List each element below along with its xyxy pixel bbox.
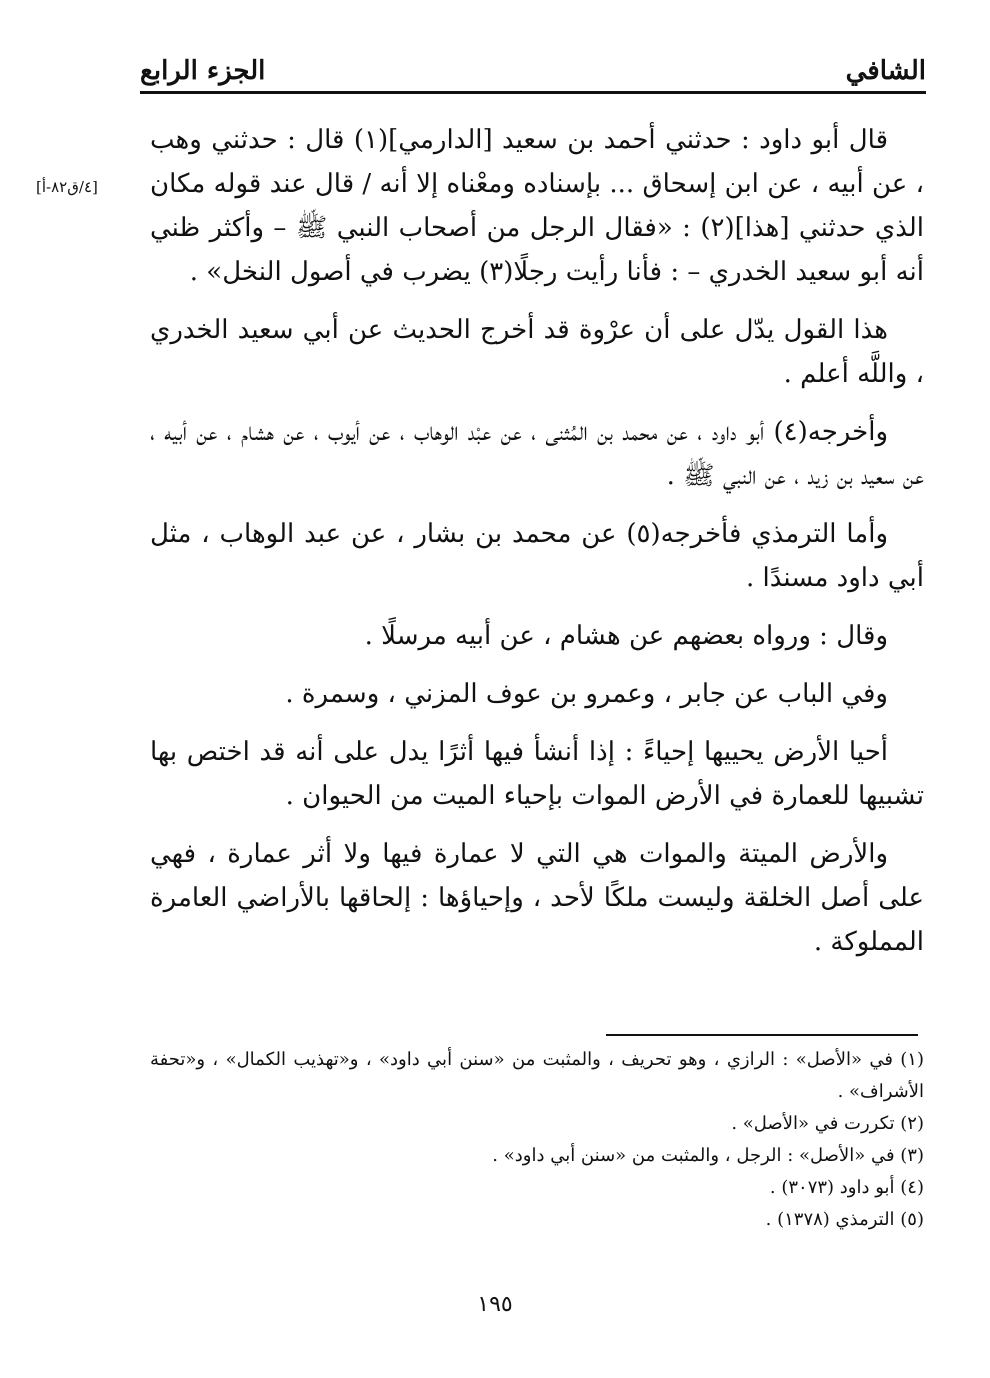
paragraph: وأخرجه(٤) أبو داود ، عن محمد بن المُثنى ، عن عبْد الوهاب ، عن أيوب ، عن هشام ، عن أبيه ، عن سعيد بن زيد ، عن النبي ﷺ . (150, 417, 924, 491)
paragraph: وأما الترمذي فأخرجه(٥) عن محمد بن بشار ، عن عبد الوهاب ، مثل أبي داود مسندًا . (150, 519, 924, 593)
paragraph: قال أبو داود : حدثني أحمد بن سعيد [الدارمي](١) قال : حدثني وهب ، عن أبيه ، عن ابن إسحاق ... بإسناده ومعْناه إلا أنه / قال عند قوله مكان الذي حدثني [هذا](٢) : «فقال الرجل من أصحاب النبي ﷺ – وأكثر ظني أنه أبو سعيد الخدري – : فأنا رأيت رجلًا(٣) يضرب في أصول النخل» . (150, 125, 924, 287)
footnote: (٣) في «الأصل» : الرجل ، والمثبت من «سنن أبي داود» . (492, 1145, 924, 1166)
paragraph: هذا القول يدّل على أن عرْوة قد أخرج الحديث عن أبي سعيد الخدري ، واللَّه أعلم . (150, 315, 924, 389)
main-text (150, 118, 924, 978)
volume-label: الجزء الرابع (140, 56, 266, 86)
book-title: الشافي (845, 56, 926, 86)
footnote: (٥) الترمذي (١٣٧٨) . (765, 1209, 924, 1230)
footnote-separator (606, 1034, 918, 1036)
manuscript-folio-marker: [٤/ق٨٢-أ] (36, 178, 98, 196)
footnote: (٢) تكررت في «الأصل» . (731, 1113, 924, 1134)
running-header (140, 50, 926, 94)
paragraph: أحيا الأرض يحييها إحياءً : إذا أنشأ فيها أثرًا يدل على أنه قد اختص بها تشبيها للعمارة في الأرض الموات بإحياء الميت من الحيوان . (150, 737, 924, 811)
paragraph: وفي الباب عن جابر ، وعمرو بن عوف المزني ، وسمرة . (285, 679, 888, 709)
footnotes (150, 1044, 924, 1236)
footnote: (١) في «الأصل» : الرازي ، وهو تحريف ، والمثبت من «سنن أبي داود» ، و«تهذيب الكمال» ، و«تحفة الأشراف» . (150, 1049, 924, 1102)
header-rule (140, 91, 926, 94)
paragraph: وقال : ورواه بعضهم عن هشام ، عن أبيه مرسلًا . (364, 621, 888, 651)
paragraph: والأرض الميتة والموات هي التي لا عمارة فيها ولا أثر عمارة ، فهي على أصل الخلقة وليست ملكًا لأحد ، وإحياؤها : إلحاقها بالأراضي العامرة المملوكة . (150, 839, 924, 957)
page-number: ١٩٥ (477, 1292, 513, 1317)
footnote: (٤) أبو داود (٣٠٧٣) . (769, 1177, 924, 1198)
